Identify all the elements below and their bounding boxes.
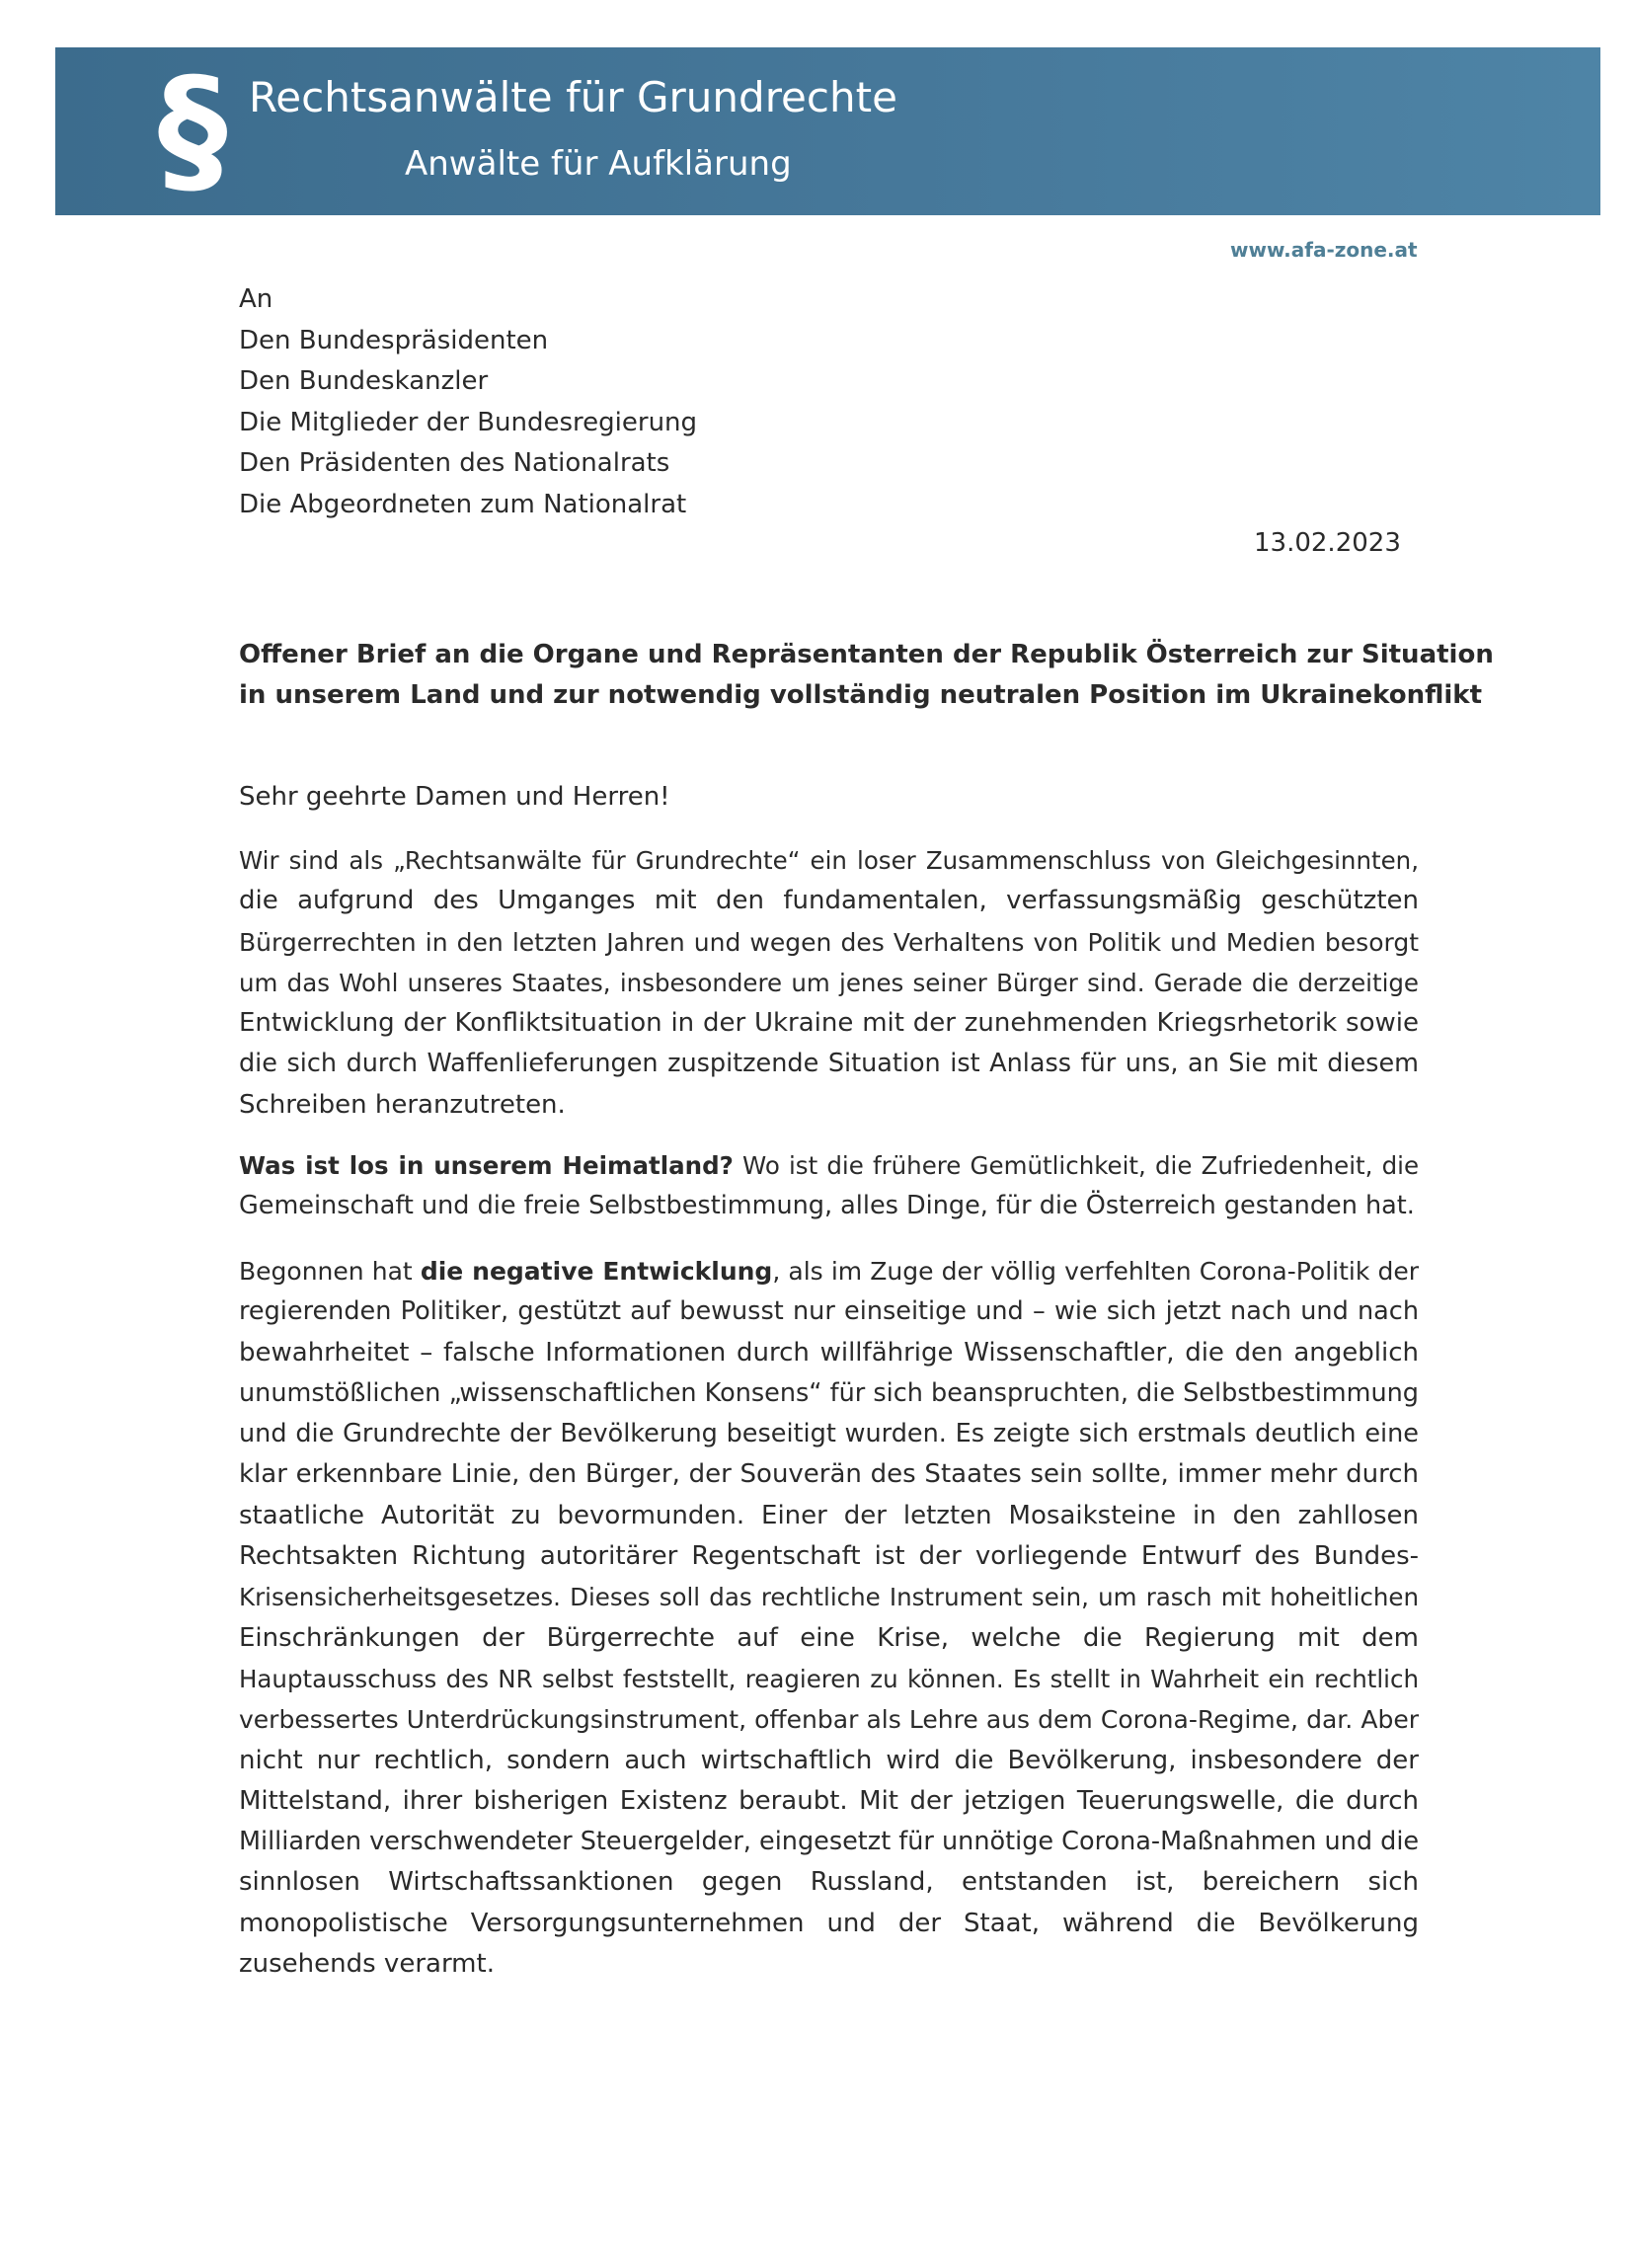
organization-name: Rechtsanwälte für Grundrechte — [249, 73, 897, 121]
text-line: Einschränkungen der Bürgerrechte auf eine Krise, welche die Regierung mit dem — [239, 1622, 1419, 1653]
text-line: Schreiben heranzutreten. — [239, 1089, 566, 1120]
text-line: verbessertes Unterdrückungsinstrument, offenbar als Lehre aus dem Corona-Regime, dar. Aber — [239, 1705, 1419, 1735]
text-line: Mittelstand, ihrer bisherigen Existenz beraubt. Mit der jetzigen Teuerungswelle, die durch — [239, 1785, 1419, 1816]
text-line: nicht nur rechtlich, sondern auch wirtschaftlich wird die Bevölkerung, insbesondere der — [239, 1745, 1419, 1775]
paragraph-introduction — [239, 840, 1419, 1126]
website-link[interactable]: www.afa-zone.at — [1230, 238, 1418, 262]
text-line: staatliche Autorität zu bevormunden. Einer der letzten Mosaiksteine in den zahllosen — [239, 1500, 1419, 1530]
text-line: regierenden Politiker, gestützt auf bewusst nur einseitige und – wie sich jetzt nach und nach — [239, 1296, 1419, 1327]
text-line: Krisensicherheitsgesetzes. Dieses soll das rechtliche Instrument sein, um rasch mit hoheitlichen — [239, 1583, 1419, 1612]
recipient-line: An — [239, 284, 273, 314]
letter-subject — [239, 635, 1494, 716]
text-line — [239, 1145, 1419, 1186]
text-line: unumstößlichen „wissenschaftlichen Konsens“ für sich beanspruchten, die Selbstbestimmung — [239, 1377, 1419, 1408]
text-line: Entwicklung der Konfliktsituation in der Ukraine mit der zunehmenden Kriegsrhetorik sowie — [239, 1008, 1419, 1039]
text-line: und die Grundrechte der Bevölkerung beseitigt wurden. Es zeigte sich erstmals deutlich eine — [239, 1419, 1419, 1449]
organization-tagline: Anwälte für Aufklärung — [405, 144, 792, 184]
paragraph-homeland — [239, 1145, 1419, 1227]
recipient-line: Den Präsidenten des Nationalrats — [239, 448, 670, 478]
recipient-line: Den Bundeskanzler — [239, 366, 489, 396]
text-line: klar erkennbare Linie, den Bürger, der Souverän des Staates sein sollte, immer mehr durch — [239, 1459, 1419, 1490]
bold-question: Was ist los in unserem Heimatland? — [239, 1151, 734, 1180]
text-run: , als im Zuge der völlig verfehlten Corona-Politik der — [772, 1257, 1419, 1286]
letter-date: 13.02.2023 — [1254, 528, 1401, 558]
paragraph-negative-development — [239, 1251, 1419, 1985]
recipient-list — [239, 279, 697, 525]
text-line: Wir sind als „Rechtsanwälte für Grundrechte“ ein loser Zusammenschluss von Gleichgesinnten, — [239, 846, 1419, 875]
text-line: Hauptausschuss des NR selbst feststellt, reagieren zu können. Es stellt in Wahrheit ein rechtlich — [239, 1664, 1419, 1693]
bold-emphasis: die negative Entwicklung — [420, 1257, 773, 1286]
text-line: sinnlosen Wirtschaftssanktionen gegen Russland, entstanden ist, bereichern sich — [239, 1867, 1419, 1898]
text-run: Begonnen hat — [239, 1257, 421, 1286]
text-line: bewahrheitet – falsche Informationen durch willfährige Wissenschaftler, die den angeblich — [239, 1337, 1419, 1368]
recipient-line: Die Mitglieder der Bundesregierung — [239, 407, 698, 437]
salutation: Sehr geehrte Damen und Herren! — [239, 782, 670, 812]
text-line: zusehends verarmt. — [239, 1949, 495, 1980]
recipient-line: Den Bundespräsidenten — [239, 325, 549, 355]
text-line — [239, 1251, 1419, 1291]
text-line: Rechtsakten Richtung autoritärer Regentschaft ist der vorliegende Entwurf des Bundes- — [239, 1541, 1419, 1572]
text-line: Gemeinschaft und die freie Selbstbestimmung, alles Dinge, für die Österreich gestanden hat. — [239, 1191, 1415, 1221]
text-line: die sich durch Waffenlieferungen zuspitzende Situation ist Anlass für uns, an Sie mit diesem — [239, 1049, 1419, 1079]
subject-line: Offener Brief an die Organe und Repräsentanten der Republik Österreich zur Situation — [239, 640, 1494, 669]
text-line: die aufgrund des Umganges mit den fundamentalen, verfassungsmäßig geschützten — [239, 886, 1419, 916]
text-line: Milliarden verschwendeter Steuergelder, eingesetzt für unnötige Corona-Maßnahmen und die — [239, 1827, 1420, 1857]
text-line: Bürgerrechten in den letzten Jahren und wegen des Verhaltens von Politik und Medien besorgt — [239, 927, 1419, 957]
paragraph-sign-logo: § — [157, 48, 228, 211]
text-line: monopolistische Versorgungsunternehmen und der Staat, während die Bevölkerung — [239, 1908, 1419, 1938]
text-run: Wo ist die frühere Gemütlichkeit, die Zufriedenheit, die — [733, 1151, 1420, 1180]
text-line: um das Wohl unseres Staates, insbesondere um jenes seiner Bürger sind. Gerade die derzeitige — [239, 968, 1419, 997]
recipient-line: Die Abgeordneten zum Nationalrat — [239, 489, 687, 519]
subject-line: in unserem Land und zur notwendig vollständig neutralen Position im Ukrainekonflikt — [239, 680, 1482, 710]
